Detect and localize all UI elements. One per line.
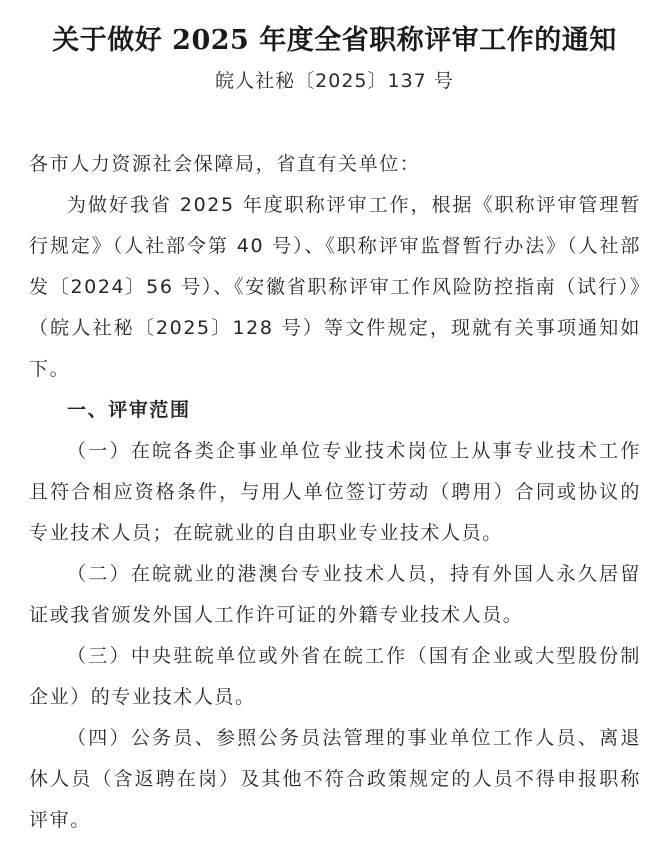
intro-paragraph: 为做好我省 2025 年度职称评审工作，根据《职称评审管理暂行规定》（人社部令第 40 号）、《职称评审监督暂行办法》（人社部发〔2024〕56 号）、《安徽省职称评审工作风险防控指南（试行）》（皖人社秘〔2025〕128 号）等文件规定，现就有关事项通知如下。 [29,194,641,380]
scope-item-4: （四）公务员、参照公务员法管理的事业单位工作人员、离退休人员（含返聘在岗）及其他不符合政策规定的人员不得申报职称评审。 [29,727,641,831]
scope-item-2: （二）在皖就业的港澳台专业技术人员，持有外国人永久居留证或我省颁发外国人工作许可证的外籍专业技术人员。 [29,563,641,626]
section-heading-scope: 一、评审范围 [67,399,191,421]
document-number: 皖人社秘〔2025〕137 号 [215,70,454,92]
document-title: 关于做好 2025 年度全省职称评审工作的通知 [52,25,617,56]
salutation: 各市人力资源社会保障局，省直有关单位： [29,153,421,175]
scope-item-3: （三）中央驻皖单位或外省在皖工作（国有企业或大型股份制企业）的专业技术人员。 [29,645,641,708]
document-body [29,144,641,841]
scope-item-1: （一）在皖各类企事业单位专业技术岗位上从事专业技术工作且符合相应资格条件，与用人单位签订劳动（聘用）合同或协议的专业技术人员；在皖就业的自由职业专业技术人员。 [29,440,641,544]
